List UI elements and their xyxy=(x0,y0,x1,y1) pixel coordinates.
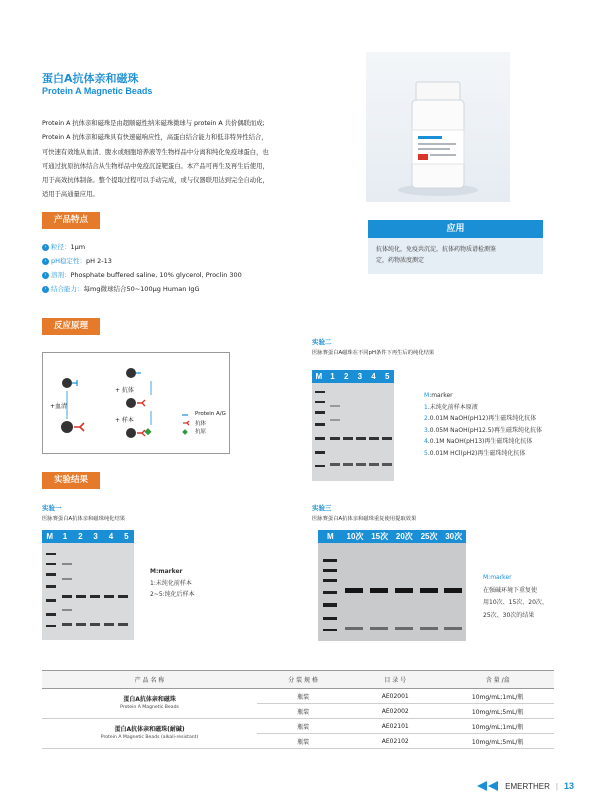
lane-label: 4 xyxy=(371,372,376,381)
lane-label: M xyxy=(315,372,323,381)
lane-label: 30次 xyxy=(445,532,463,541)
application-line: 定，药物浓度测定 xyxy=(376,257,425,264)
product-name-en: Protein A Magnetic Beads (alkali-resistant) xyxy=(100,734,199,740)
feature-value: pH 2-13 xyxy=(86,257,112,265)
feature-label: 粒径： xyxy=(51,243,71,251)
exp3-subtitle: 医脉赛蛋白A抗体亲和磁珠重复使用提取效果 xyxy=(312,516,417,522)
col-catalog: 目 录 号 xyxy=(349,671,441,689)
col-amount: 含 量 /盒 xyxy=(441,671,554,689)
amount-cell: 10mg/mL;1mL/瓶 xyxy=(441,689,554,704)
serum-label: +血清 xyxy=(50,403,68,410)
amount-cell: 10mg/mL;5mL/瓶 xyxy=(441,704,554,719)
legend-line: 1:未纯化前样本 xyxy=(150,579,192,587)
product-vial-photo xyxy=(366,52,510,202)
exp2-legend xyxy=(424,390,542,459)
exp2-title: 实验二 xyxy=(312,338,332,346)
product-intro xyxy=(42,117,332,203)
feature-label: pH稳定性： xyxy=(51,257,87,265)
feature-value: 1μm xyxy=(70,243,86,251)
lane-label: 1 xyxy=(62,532,68,541)
legend-prefix: M xyxy=(424,392,430,399)
table-row xyxy=(42,689,554,704)
feature-value: 每mg微球结合50~100μg Human IgG xyxy=(83,285,200,293)
legend-line xyxy=(424,436,542,448)
catalog-cell: AE02101 xyxy=(349,719,441,734)
legend-prefix: 5 xyxy=(424,449,428,457)
exp1-legend xyxy=(150,566,195,601)
reaction-scheme xyxy=(43,353,231,455)
exp1-subtitle: 医脉赛蛋白A抗体亲和磁珠纯化结果 xyxy=(42,516,126,522)
reaction-diagram xyxy=(42,352,230,454)
intro-line: 适用于高通量应用。 xyxy=(42,191,99,199)
legend-line xyxy=(424,448,542,460)
page-number: 13 xyxy=(563,781,574,791)
page-footer xyxy=(477,781,574,791)
table-row xyxy=(42,719,554,734)
legend-line: 在强碱环境下重复使 xyxy=(483,586,538,594)
catalog-cell: AE02002 xyxy=(349,704,441,719)
sample-step-label: + 样本 xyxy=(115,417,134,424)
feature-item xyxy=(42,256,342,266)
feature-label: 溶剂： xyxy=(51,271,71,279)
spec-cell: 瓶装 xyxy=(257,689,349,704)
intro-line: Protein A 抗体亲和磁珠是由超顺磁性纳米磁珠微球与 protein A 共价偶联而成; xyxy=(42,120,265,127)
legend-text: .0.01M HCl(pH2)再生磁珠纯化抗体 xyxy=(427,449,526,457)
application-text xyxy=(368,238,543,274)
col-product-name: 产 品 名 称 xyxy=(42,671,257,689)
lane-label: 3 xyxy=(357,372,363,381)
legend-prefix: 3 xyxy=(424,426,428,434)
gel-image xyxy=(318,543,466,641)
exp3-legend xyxy=(483,572,548,622)
exp3-title: 实验三 xyxy=(312,504,332,512)
product-name-cell xyxy=(42,719,257,749)
features-tag: 产品特点 xyxy=(42,212,100,229)
legend-line xyxy=(424,390,542,402)
legend-protein: Protein A/G xyxy=(195,411,226,417)
lane-label: 5 xyxy=(384,372,390,381)
legend-text: .0.01M NaOH(pH12)再生磁珠纯化抗体 xyxy=(427,415,537,422)
intro-line: Protein A 抗体亲和磁珠具有快速磁响应性，高蛋白结合能力和低非特异性结合， xyxy=(42,134,268,142)
legend-text: .未纯化前样本原液 xyxy=(427,403,478,411)
gel-lane-header xyxy=(318,530,466,543)
intro-line: 用于高效抗体制备。整个提取过程可以手动完成，或与仪器联用达到完全自动化， xyxy=(42,177,269,185)
exp3-gel xyxy=(318,530,466,641)
spec-cell: 瓶装 xyxy=(257,704,349,719)
lane-label: 5 xyxy=(124,532,129,541)
amount-cell: 10mg/mL;5mL/瓶 xyxy=(441,734,554,749)
application-line: 抗体纯化，免疫共沉淀，抗体药物质谱检测鉴 xyxy=(376,246,497,253)
legend-prefix: 2 xyxy=(424,415,428,422)
product-name-cn: 蛋白A抗体亲和磁珠 xyxy=(123,695,176,703)
lane-label: M xyxy=(46,532,53,541)
feature-item xyxy=(42,284,342,294)
legend-antibody: 抗体 xyxy=(195,421,207,427)
legend-line: 2~5:纯化后样本 xyxy=(150,591,195,598)
exp2-gel xyxy=(312,370,394,481)
lane-label: 10次 xyxy=(346,532,364,541)
product-name-cell xyxy=(42,689,257,719)
legend-text: .0.1M NaOH(pH13)再生磁珠纯化抗体 xyxy=(427,438,533,445)
exp2-subtitle: 医脉赛蛋白A磁珠在不同pH条件下再生后的纯化结果 xyxy=(312,350,435,356)
intro-line: 可通过抗原抗体结合从生物样品中免疫沉淀靶蛋白。本产品可再生及再生后使用， xyxy=(42,162,269,170)
legend-line: M:marker xyxy=(150,568,183,575)
results-tag: 实验结果 xyxy=(42,472,100,489)
product-title-en: Protein A Magnetic Beads xyxy=(42,86,153,96)
antibody-step-label: + 抗体 xyxy=(115,387,134,394)
arrow-bullet-icon: › xyxy=(42,244,49,251)
application-title: 应用 xyxy=(368,220,543,238)
lane-label: 2 xyxy=(78,532,83,541)
legend-line xyxy=(424,425,542,437)
product-name-cn: 蛋白A抗体亲和磁珠(耐碱) xyxy=(114,725,185,733)
legend-text: :marker xyxy=(429,392,453,399)
product-title-cn: 蛋白A抗体亲和磁珠 xyxy=(42,72,139,85)
legend-line xyxy=(424,402,542,414)
legend-prefix: 4 xyxy=(424,438,428,445)
feature-item xyxy=(42,270,342,280)
legend-line: 25次、30次的结果 xyxy=(483,611,535,619)
spec-cell: 瓶装 xyxy=(257,719,349,734)
arrow-bullet-icon: › xyxy=(42,286,49,293)
intro-line: 可快速有效地从血清、腹水或细胞培养液等生物样品中分离和纯化免疫球蛋白，也 xyxy=(42,148,269,156)
product-name-en: Protein A Magnetic Beads xyxy=(120,704,179,710)
legend-head: M:marker xyxy=(483,574,512,581)
lane-label: 20次 xyxy=(395,532,413,541)
principle-tag: 反应原理 xyxy=(42,318,100,335)
feature-item xyxy=(42,242,342,252)
gel-lane-header xyxy=(42,530,134,543)
lane-label: 15次 xyxy=(371,532,389,541)
lane-label: 4 xyxy=(108,532,114,541)
legend-prefix: 1 xyxy=(424,403,428,411)
lane-label: 25次 xyxy=(420,532,438,541)
footer-divider: | xyxy=(555,781,558,791)
vial-illustration xyxy=(366,52,510,202)
lane-label: M xyxy=(327,532,334,541)
feature-value: Phosphate buffered saline, 10% glycerol, Proclin 300 xyxy=(70,271,242,279)
gel-image xyxy=(42,543,134,640)
lane-label: 3 xyxy=(93,532,98,541)
lane-label: 1 xyxy=(330,372,335,381)
spec-cell: 瓶装 xyxy=(257,734,349,749)
exp1-gel xyxy=(42,530,134,640)
product-table xyxy=(42,670,554,749)
table-header-row xyxy=(42,671,554,689)
arrow-bullet-icon: › xyxy=(42,258,49,265)
legend-text: .0.05M NaOH(pH12.5)再生磁珠纯化抗体 xyxy=(427,426,542,434)
double-arrow-left-icon xyxy=(477,781,499,791)
exp1-title: 实验一 xyxy=(42,504,62,512)
legend-line: 用10次、15次、20次、 xyxy=(483,599,548,606)
brand-name: EMERTHER xyxy=(505,781,550,791)
catalog-cell: AE02001 xyxy=(349,689,441,704)
amount-cell: 10mg/mL;1mL/瓶 xyxy=(441,719,554,734)
lane-label: 2 xyxy=(343,372,349,381)
legend-line xyxy=(424,413,542,425)
gel-lane-header xyxy=(312,370,394,383)
feature-label: 结合能力： xyxy=(51,285,84,293)
gel-image xyxy=(312,383,394,481)
arrow-bullet-icon: › xyxy=(42,272,49,279)
catalog-cell: AE02102 xyxy=(349,734,441,749)
col-spec: 分 装 规 格 xyxy=(257,671,349,689)
legend-antigen: 抗原 xyxy=(195,429,207,435)
